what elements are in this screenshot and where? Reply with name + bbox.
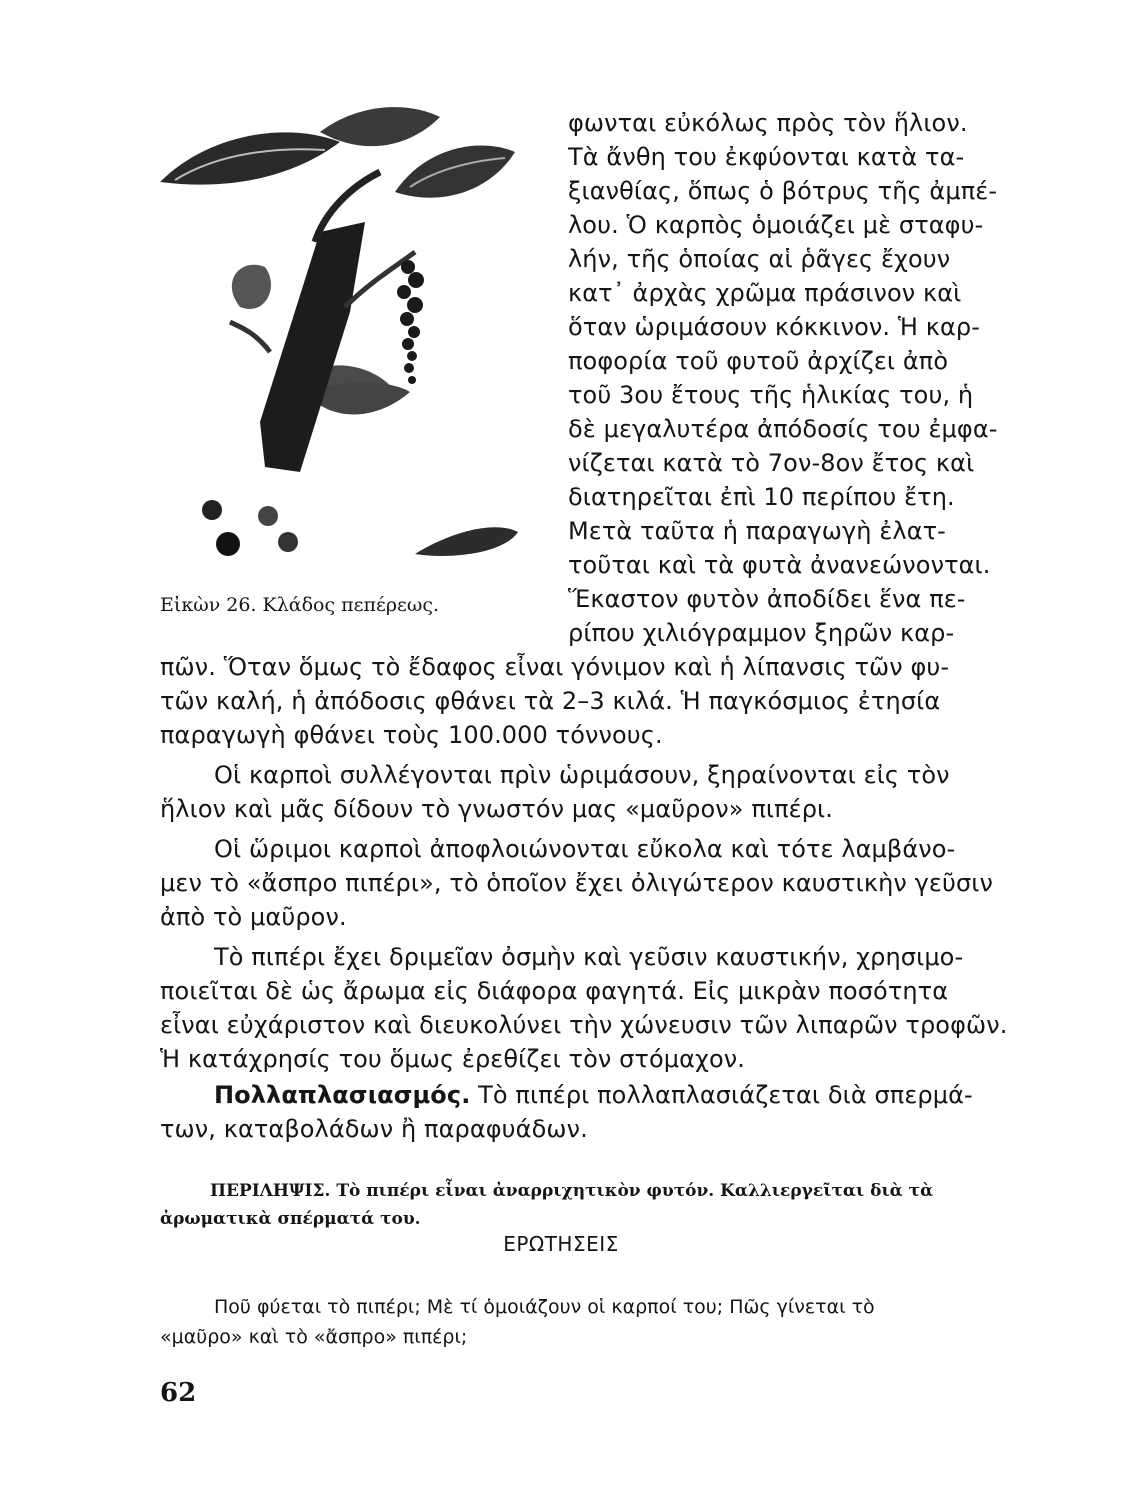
body-line: τῶν καλή, ἡ ἀπόδοσις φθάνει τὰ 2–3 κιλά. Ἡ παγκόσμιος ἐτησία bbox=[160, 687, 941, 715]
column-line: φωνται εὐκόλως πρὸς τὸν ἥλιον. bbox=[568, 109, 968, 137]
figure-caption: Εἰκὼν 26. Κλάδος πεπέρεως. bbox=[160, 594, 440, 616]
column-line: ὅταν ὡριμάσουν κόκκινον. Ἡ καρ- bbox=[568, 313, 980, 341]
questions-heading: ΕΡΩΤΗΣΕΙΣ bbox=[503, 1232, 619, 1256]
column-line: ρίπου χιλιόγραμμον ξηρῶν καρ- bbox=[568, 619, 955, 647]
column-line: Μετὰ ταῦτα ἡ παραγωγὴ ἐλατ- bbox=[568, 517, 946, 545]
summary-line: ΠΕΡΙΛΗΨΙΣ. Τὸ πιπέρι εἶναι ἀναρριχητικὸν φυτόν. Καλλιεργεῖται διὰ τὰ bbox=[210, 1181, 934, 1201]
question-line: «μαῦρο» καὶ τὸ «ἄσπρο» πιπέρι; bbox=[160, 1326, 468, 1348]
column-line: λήν, τῆς ὁποίας αἱ ῥᾶγες ἔχουν bbox=[568, 245, 951, 273]
body-line: Οἱ καρποὶ συλλέγονται πρὶν ὡριμάσουν, ξηραίνονται εἰς τὸν bbox=[214, 761, 950, 789]
column-line: Ἕκαστον φυτὸν ἀποδίδει ἕνα πε- bbox=[568, 585, 966, 613]
column-line: διατηρεῖται ἐπὶ 10 περίπου ἔτη. bbox=[568, 483, 955, 511]
body-line: των, καταβολάδων ἢ παραφυάδων. bbox=[160, 1115, 588, 1143]
section-text: Τὸ πιπέρι πολλαπλασιάζεται διὰ σπερμά- bbox=[478, 1081, 973, 1109]
section-label: Πολλαπλασιασμός. bbox=[214, 1081, 471, 1109]
body-line: Ἡ κατάχρησίς του ὅμως ἐρεθίζει τὸν στόμαχον. bbox=[160, 1045, 746, 1073]
column-line: Τὰ ἄνθη του ἐκφύονται κατὰ τα- bbox=[568, 143, 965, 171]
body-line bbox=[214, 1078, 973, 1112]
berry-cluster bbox=[397, 260, 424, 384]
column-line: νίζεται κατὰ τὸ 7ον-8ον ἔτος καὶ bbox=[568, 449, 975, 477]
page-number: 62 bbox=[160, 1378, 197, 1408]
question-line: Ποῦ φύεται τὸ πιπέρι; Μὲ τί ὁμοιάζουν οἱ καρποί του; Πῶς γίνεται τὸ bbox=[214, 1296, 875, 1318]
column-line: τοῦ 3ου ἔτους τῆς ἡλικίας του, ἡ bbox=[568, 381, 974, 409]
body-line: πῶν. Ὅταν ὅμως τὸ ἔδαφος εἶναι γόνιμον καὶ ἡ λίπανσις τῶν φυ- bbox=[160, 653, 950, 681]
column-line: ξιανθίας, ὅπως ὁ βότρυς τῆς ἀμπέ- bbox=[568, 177, 998, 205]
column-line: λου. Ὁ καρπὸς ὁμοιάζει μὲ σταφυ- bbox=[568, 211, 984, 239]
body-line: Οἱ ὥριμοι καρποὶ ἀποφλοιώνονται εὔκολα καὶ τότε λαμβάνο- bbox=[214, 835, 956, 863]
body-line: παραγωγὴ φθάνει τοὺς 100.000 τόννους. bbox=[160, 721, 663, 749]
body-line: ἥλιον καὶ μᾶς δίδουν τὸ γνωστόν μας «μαῦρον» πιπέρι. bbox=[160, 795, 833, 823]
column-line: τοῦται καὶ τὰ φυτὰ ἀνανεώνονται. bbox=[568, 551, 991, 579]
column-line: ποφορία τοῦ φυτοῦ ἀρχίζει ἀπὸ bbox=[568, 347, 949, 375]
summary-line: ἀρωματικὰ σπέρματά του. bbox=[160, 1209, 421, 1229]
loose-berries bbox=[202, 500, 518, 556]
column-line: δὲ μεγαλυτέρα ἀπόδοσίς του ἐμφα- bbox=[568, 415, 998, 443]
stem-shapes bbox=[230, 172, 415, 472]
column-line: κατ᾿ ἀρχὰς χρῶμα πράσινον καὶ bbox=[568, 279, 962, 307]
body-line: ποιεῖται δὲ ὡς ἄρωμα εἰς διάφορα φαγητά. Εἰς μικρὰν ποσότητα bbox=[160, 977, 949, 1005]
pepper-branch-illustration bbox=[150, 92, 555, 577]
body-line: ἀπὸ τὸ μαῦρον. bbox=[160, 903, 347, 931]
body-line: Τὸ πιπέρι ἔχει δριμεῖαν ὀσμὴν καὶ γεῦσιν καυστικήν, χρησιμο- bbox=[214, 943, 964, 971]
body-line: εἶναι εὐχάριστον καὶ διευκολύνει τὴν χώνευσιν τῶν λιπαρῶν τροφῶν. bbox=[160, 1011, 1008, 1039]
body-line: μεν τὸ «ἄσπρο πιπέρι», τὸ ὁποῖον ἔχει ὀλιγώτερον καυστικὴν γεῦσιν bbox=[160, 869, 994, 897]
